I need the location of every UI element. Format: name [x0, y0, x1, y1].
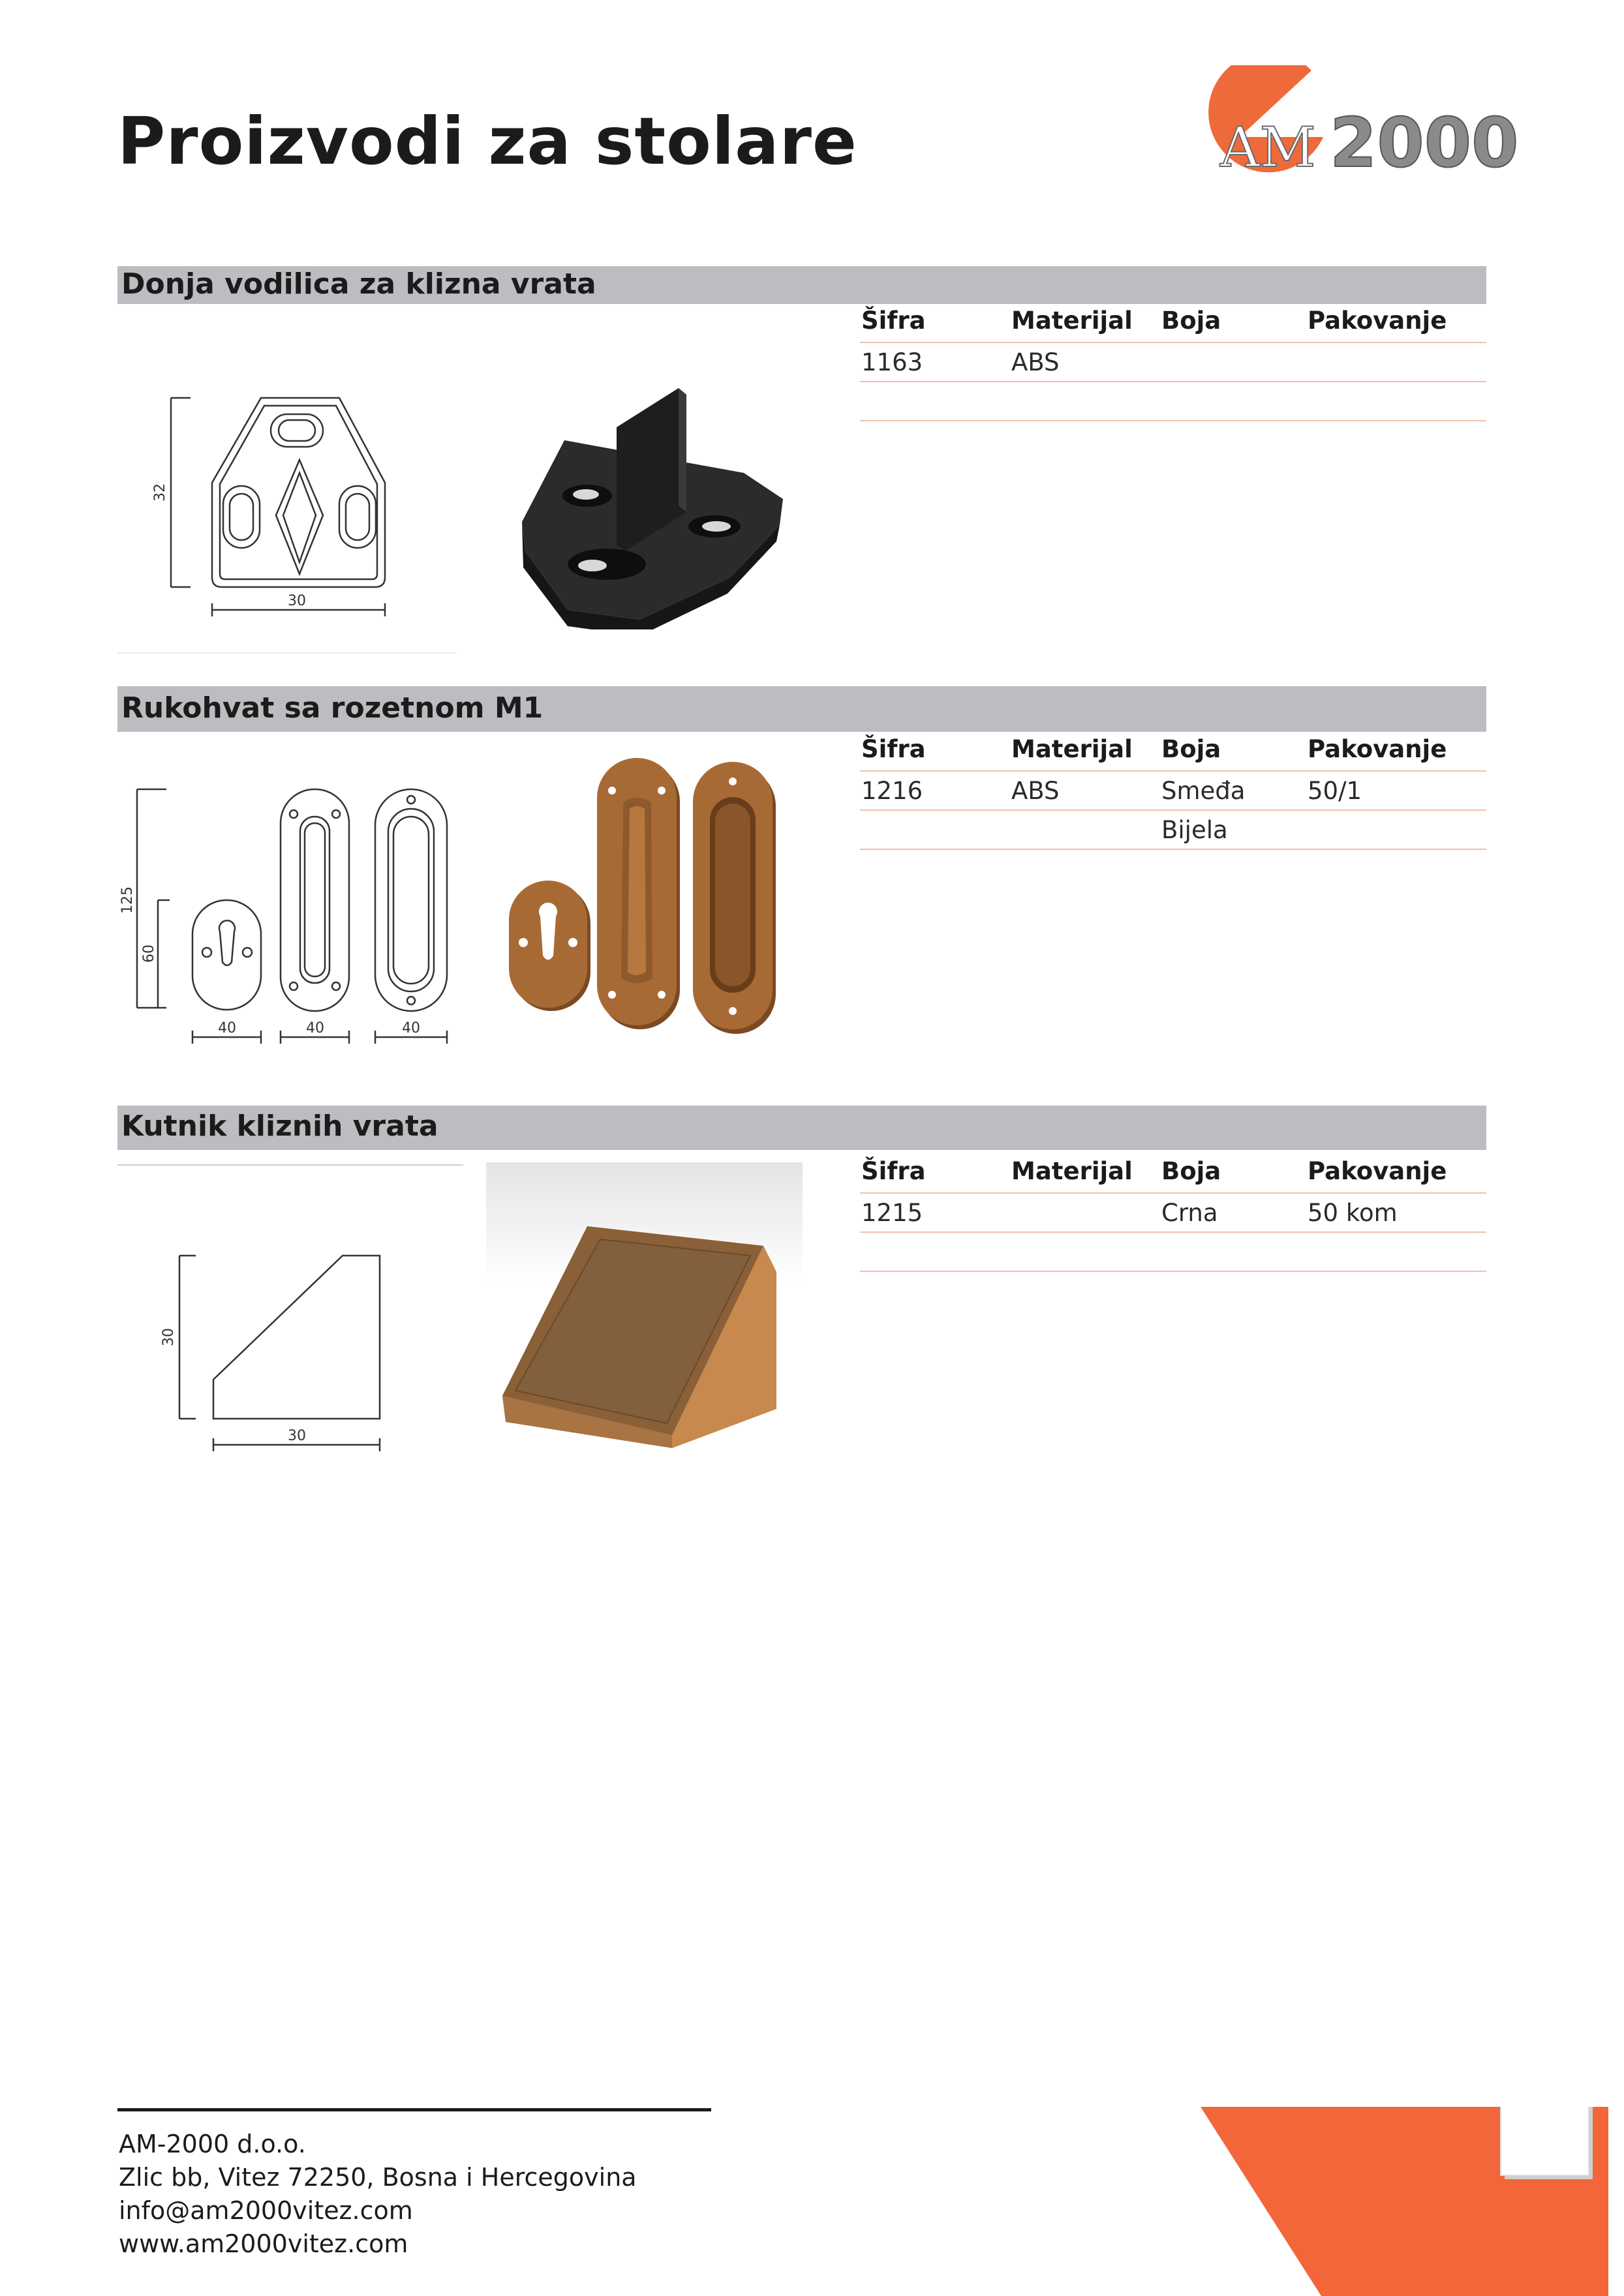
spec-row	[860, 382, 1486, 421]
header-material: Materijal	[1011, 1157, 1133, 1185]
cell-packaging: 50/1	[1308, 777, 1362, 805]
spec-header-row	[860, 733, 1486, 772]
dimension-small-height: 60	[141, 944, 157, 963]
spec-row	[860, 1233, 1486, 1272]
header-code: Šifra	[861, 307, 926, 335]
cell-material: ABS	[1011, 348, 1060, 376]
handle-technical-drawing	[117, 776, 470, 1050]
footer-email[interactable]: info@am2000vitez.com	[119, 2196, 413, 2225]
handle-product-image	[502, 757, 789, 1044]
cell-code: 1163	[861, 348, 923, 376]
dimension-width: 30	[288, 593, 306, 609]
guide-technical-drawing	[150, 378, 411, 626]
section-title-1: Donja vodilica za klizna vrata	[121, 267, 596, 301]
spec-row	[860, 343, 1486, 382]
logo-number: 2000	[1330, 103, 1519, 183]
divider	[117, 1164, 463, 1166]
page-title: Proizvodi za stolare	[117, 103, 857, 179]
header-code: Šifra	[861, 735, 926, 763]
spec-row	[860, 772, 1486, 811]
section-title-3: Kutnik kliznih vrata	[121, 1110, 438, 1143]
dimension-width-b: 40	[306, 1020, 324, 1036]
header-material: Materijal	[1011, 307, 1133, 335]
dimension-width-c: 40	[402, 1020, 420, 1036]
guide-product-image	[515, 375, 789, 629]
spec-header-row	[860, 304, 1486, 343]
cell-code: 1216	[861, 777, 923, 805]
section-header-1	[117, 266, 1486, 304]
header-color: Boja	[1161, 307, 1221, 335]
header-material: Materijal	[1011, 735, 1133, 763]
footer-company: AM-2000 d.o.o.	[119, 2130, 306, 2158]
header-packaging: Pakovanje	[1308, 307, 1447, 335]
spec-table-3	[860, 1155, 1486, 1272]
dimension-total-height: 125	[119, 886, 136, 914]
section-title-2: Rukohvat sa rozetnom M1	[121, 691, 544, 725]
header-code: Šifra	[861, 1157, 926, 1185]
am2000-logo	[1181, 65, 1546, 196]
spec-row	[860, 1194, 1486, 1233]
header-packaging: Pakovanje	[1308, 735, 1447, 763]
section-header-3	[117, 1106, 1486, 1150]
cell-color: Bijela	[1161, 816, 1228, 844]
dimension-width-a: 40	[218, 1020, 236, 1036]
dimension-height: 30	[161, 1328, 177, 1346]
dimension-width: 30	[288, 1428, 306, 1444]
header-color: Boja	[1161, 735, 1221, 763]
footer-website[interactable]: www.am2000vitez.com	[119, 2229, 408, 2258]
section-header-2	[117, 686, 1486, 732]
footer-rule	[117, 2108, 711, 2111]
header-packaging: Pakovanje	[1308, 1157, 1447, 1185]
spec-row	[860, 811, 1486, 850]
spec-table-1	[860, 304, 1486, 421]
dimension-height: 32	[152, 483, 168, 502]
cell-color: Crna	[1161, 1199, 1218, 1227]
corner-technical-drawing	[150, 1239, 398, 1461]
header-color: Boja	[1161, 1157, 1221, 1185]
corner-product-image	[496, 1220, 783, 1468]
divider	[117, 652, 457, 654]
footer-address: Zlic bb, Vitez 72250, Bosna i Hercegovina	[119, 2163, 637, 2192]
cell-packaging: 50 kom	[1308, 1199, 1398, 1227]
spec-table-2	[860, 733, 1486, 850]
spec-header-row	[860, 1155, 1486, 1194]
cell-material: ABS	[1011, 777, 1060, 805]
cell-code: 1215	[861, 1199, 923, 1227]
logo-letters: AM	[1220, 115, 1316, 179]
footer-corner-decoration	[1201, 2107, 1624, 2296]
cell-color: Smeđa	[1161, 777, 1246, 805]
